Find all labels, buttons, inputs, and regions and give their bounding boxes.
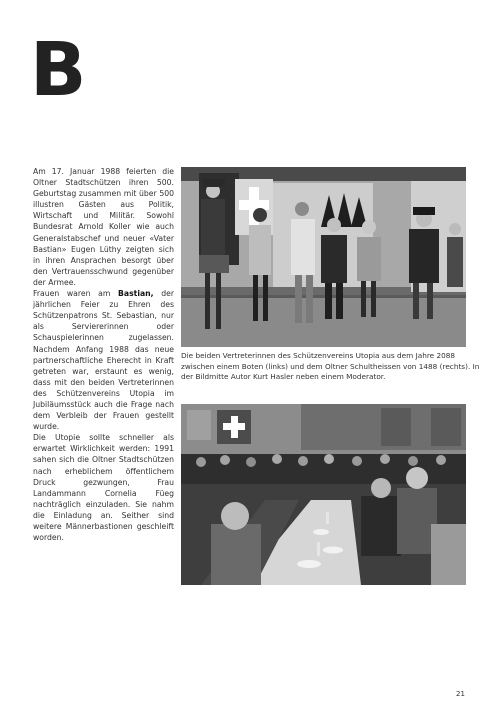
paragraph-1: Am 17. Januar 1988 feierten die Oltner Stadtschützen ihren 500. Geburtstag zusammen mit über 500 illustren Gästen aus Politik, Wirtschaft und Militär. Sowohl Bundesrat Arnold Koller wie auch Generalstabschef und neuer «Vater Bastian» Eugen Lüthy zeigten sich in ihren Ansprachen besorgt über den Vertrauensschwund gegenüber der Armee.	[33, 167, 174, 287]
paragraph-2-bold: Bastian,	[118, 289, 154, 299]
paragraph-2	[33, 288, 174, 432]
drop-initial: B	[30, 27, 87, 113]
paragraph-3: Die Utopie sollte schneller als erwartet Wirklichkeit werden: 1991 sahen sich die Oltner Stadtschützen nach erheblichem öffentlichem Druck gezwungen, Frau Landammann Cornelia Füeg nachträglich einzuladen. Sie nahm die Einladung an. Seither sind weitere Männerbastionen geschleift worden.	[33, 433, 174, 543]
photo-caption: Die beiden Vertreterinnen des Schützenvereins Utopia aus dem Jahre 2088 zwischen einem Boten (links) und dem Oltner Schultheissen von 1488 (rechts). In der Bildmitte Autor Kurt Hasler neben einem Moderator.	[181, 351, 480, 382]
page-number: 21	[456, 690, 465, 698]
body-text	[33, 166, 174, 543]
paragraph-2-start: Frauen waren am	[33, 289, 119, 299]
stage-photo	[181, 167, 466, 347]
paragraph-2-rest: der jährlichen Feier zu Ehren des Schützenpatrons St. Sebastian, nur als Serviererinnen oder Schauspielerinnen zugelassen. Nachdem Anfang 1988 das neue partnerschaftliche Eherecht in Kraft getreten war, erstaunt es wenig, dass mit den beiden Vertreterinnen des Schützenvereins Utopia im Jubiläumsstück auch die Frage nach dem Verbleib der Frauen gestellt wurde.	[33, 289, 174, 432]
banquet-photo	[181, 404, 466, 585]
